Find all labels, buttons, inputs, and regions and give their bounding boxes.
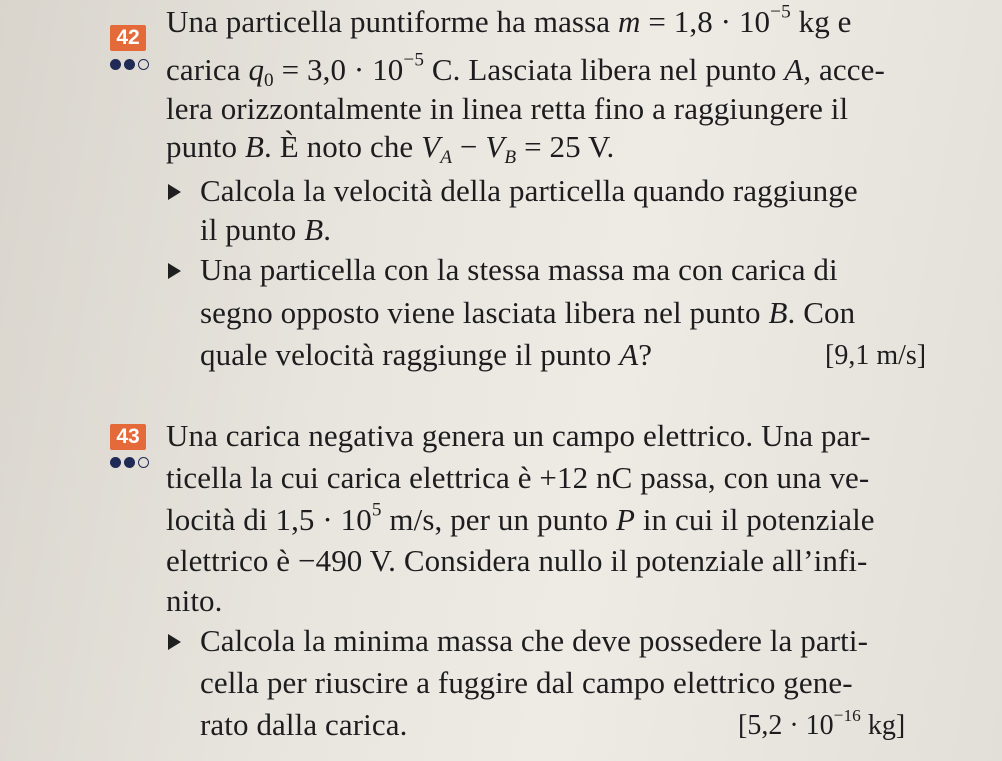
exponent: 5 xyxy=(371,499,382,521)
problem-42-text-line-4 xyxy=(166,127,614,167)
text: Una particella puntiforme ha massa xyxy=(166,4,618,39)
text: quale velocità raggiunge il punto xyxy=(200,337,620,372)
question-42-2-line-1: Una particella con la stessa massa ma con carica di xyxy=(200,252,838,287)
text: [5,2 · 10 xyxy=(738,710,834,741)
text: C. Lasciata libera nel punto xyxy=(424,52,785,87)
bullet-arrow-icon xyxy=(168,263,181,279)
difficulty-dot-filled xyxy=(124,59,135,70)
difficulty-dot-empty xyxy=(138,457,149,468)
point-A: A xyxy=(784,52,804,87)
text: . È noto che xyxy=(264,129,422,164)
point-B: B xyxy=(244,129,265,164)
answer-43-1 xyxy=(738,706,905,746)
variable-q: q xyxy=(248,52,265,87)
text: = 25 V. xyxy=(516,129,615,164)
point-B: B xyxy=(304,212,324,247)
charge-value: = 3,0 · 10 xyxy=(273,52,404,87)
text: punto xyxy=(166,129,245,164)
difficulty-dot-filled xyxy=(110,457,121,468)
point-A: A xyxy=(619,337,639,372)
problem-43-text-line-1: Una carica negativa genera un campo elettrico. Una par- xyxy=(166,418,871,453)
answer-42-2: [9,1 m/s] xyxy=(825,340,927,371)
text: carica xyxy=(166,52,249,87)
bullet-arrow-icon xyxy=(168,184,181,200)
question-42-2-line-3 xyxy=(200,335,652,375)
variable-V: V xyxy=(485,129,505,164)
point-B: B xyxy=(768,295,788,330)
question-42-1-line-1: Calcola la velocità della particella quando raggiunge xyxy=(200,173,858,208)
text: in cui il potenziale xyxy=(634,502,875,537)
text: locità di 1,5 · 10 xyxy=(166,502,372,537)
text: , acce- xyxy=(803,52,885,87)
problem-number-badge: 43 xyxy=(110,424,146,450)
exponent: −5 xyxy=(770,1,791,23)
difficulty-dot-filled xyxy=(124,457,135,468)
variable-V: V xyxy=(421,129,441,164)
question-42-2-line-2 xyxy=(200,293,855,333)
problem-42-text-line-1 xyxy=(166,2,852,42)
problem-43-text-line-5: nito. xyxy=(166,583,223,618)
problem-43-text-line-2: ticella la cui carica elettrica è +12 nC passa, con una ve- xyxy=(166,460,870,495)
text: m/s, per un punto xyxy=(381,502,616,537)
exponent: −16 xyxy=(833,705,861,725)
problem-43-text-line-3 xyxy=(166,500,875,540)
difficulty-indicator xyxy=(110,456,149,468)
difficulty-dot-empty xyxy=(138,59,149,70)
text: ? xyxy=(638,337,653,372)
question-42-1-line-2 xyxy=(200,210,331,250)
subscript: 0 xyxy=(264,69,274,91)
text: kg e xyxy=(790,4,852,39)
subscript-B: B xyxy=(504,146,517,168)
text: il punto xyxy=(200,212,305,247)
problem-42-text-line-3: lera orizzontalmente in linea retta fino a raggiungere il xyxy=(166,91,849,126)
text: . Con xyxy=(787,295,856,330)
bullet-arrow-icon xyxy=(168,634,181,650)
text: − xyxy=(452,129,486,164)
text: kg] xyxy=(860,710,906,741)
question-43-1-line-2: cella per riuscire a fuggire dal campo elettrico gene- xyxy=(200,665,853,700)
difficulty-dot-filled xyxy=(110,59,121,70)
problem-43-text-line-4: elettrico è −490 V. Considera nullo il potenziale all’infi- xyxy=(166,543,868,578)
difficulty-indicator xyxy=(110,58,149,70)
mass-value: = 1,8 · 10 xyxy=(640,4,771,39)
text: . xyxy=(323,212,332,247)
exponent: −5 xyxy=(403,49,425,71)
problem-42-text-line-2 xyxy=(166,50,885,90)
variable-m: m xyxy=(617,4,641,39)
question-43-1-line-3: rato dalla carica. xyxy=(200,707,408,742)
subscript-A: A xyxy=(440,146,453,168)
question-43-1-line-1: Calcola la minima massa che deve possedere la parti- xyxy=(200,623,868,658)
text: segno opposto viene lasciata libera nel punto xyxy=(200,295,769,330)
point-P: P xyxy=(615,502,635,537)
problem-number-badge: 42 xyxy=(110,25,146,51)
